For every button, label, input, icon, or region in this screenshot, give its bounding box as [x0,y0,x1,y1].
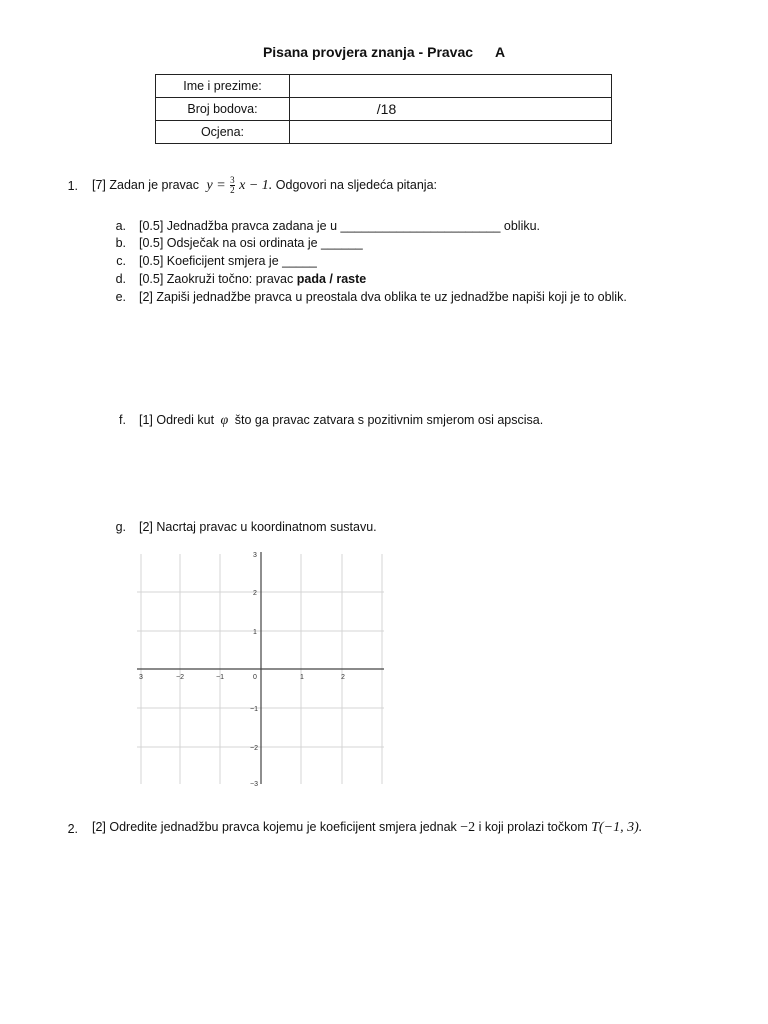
points-field[interactable] [290,98,612,121]
q1b-marker: b. [115,236,126,250]
page-title [0,44,768,60]
q2-text [92,820,642,836]
q2-number: 2. [67,822,78,836]
q1b-text: [0.5] Odsječak na osi ordinata je ______ [139,236,363,250]
q1g-marker: g. [115,520,126,534]
x-tick-label: 1 [300,674,304,681]
x-tick-label: −1 [216,674,224,681]
table-row [156,75,612,98]
q1c-text: [0.5] Koeficijent smjera je _____ [139,254,317,268]
name-label: Ime i prezime: [156,75,290,98]
q1-intro-before: [7] Zadan je pravac [92,177,200,192]
table-row [156,98,612,121]
q1f-marker: f. [119,413,126,427]
y-tick-label: −3 [250,781,258,786]
q1e-marker: e. [115,290,126,304]
y-tick-label: −2 [250,745,258,752]
points-label: Broj bodova: [156,98,290,121]
q2-point: T(−1, 3). [591,820,643,835]
x-tick-label: 3 [139,674,143,681]
q2-slope: −2 [460,820,476,835]
q1d-prompt: [0.5] Zaokruži točno: pravac [139,272,294,286]
q1-eq-y: y = [206,177,226,193]
table-row [156,121,612,144]
q1d-text [139,272,366,286]
test-variant: A [494,44,506,60]
q1f-after: što ga pravac zatvara s pozitivnim smjerom osi apscisa. [234,413,544,427]
q1e-text: [2] Zapiši jednadžbe pravca u preostala dva oblika te uz jednadžbe napiši koji je to oblik. [139,290,627,304]
fraction-numerator: 3 [230,175,235,185]
points-total: /18 [376,101,397,117]
title-text: Pisana provjera znanja - Pravac [262,44,474,60]
q1f-before: [1] Odredi kut [139,413,215,427]
q1d-choice[interactable]: pada / raste [296,272,367,286]
q1a-marker: a. [115,219,126,233]
q1-intro-after: Odgovori na sljedeća pitanja: [275,177,438,192]
q1-eq-fraction [230,176,235,195]
q1g-text: [2] Nacrtaj pravac u koordinatnom sustavu. [139,520,377,534]
coordinate-grid[interactable] [137,550,387,786]
fraction-denominator: 2 [230,185,235,195]
phi-symbol: φ [220,413,229,428]
grade-label: Ocjena: [156,121,290,144]
q2-mid: i koji prolazi točkom [478,820,588,834]
y-tick-label: 2 [253,590,257,597]
q1-eq-rest: x − 1. [239,177,273,193]
y-tick-label: 3 [253,552,257,559]
q1a-text: [0.5] Jednadžba pravca zadana je u _______________________ obliku. [139,219,541,233]
name-field[interactable] [290,75,612,98]
y-tick-label: 1 [253,629,257,636]
q1d-marker: d. [115,272,126,286]
q1-intro [92,176,437,195]
grade-field[interactable] [290,121,612,144]
x-tick-label: 0 [253,674,257,681]
x-tick-label: −2 [176,674,184,681]
q2-before: [2] Odredite jednadžbu pravca kojemu je koeficijent smjera jednak [92,820,457,834]
y-tick-label: −1 [250,706,258,713]
q1f-text [139,413,543,429]
x-tick-label: 2 [341,674,345,681]
student-info-table [155,74,612,144]
q1c-marker: c. [116,254,126,268]
q1-number: 1. [67,179,78,193]
